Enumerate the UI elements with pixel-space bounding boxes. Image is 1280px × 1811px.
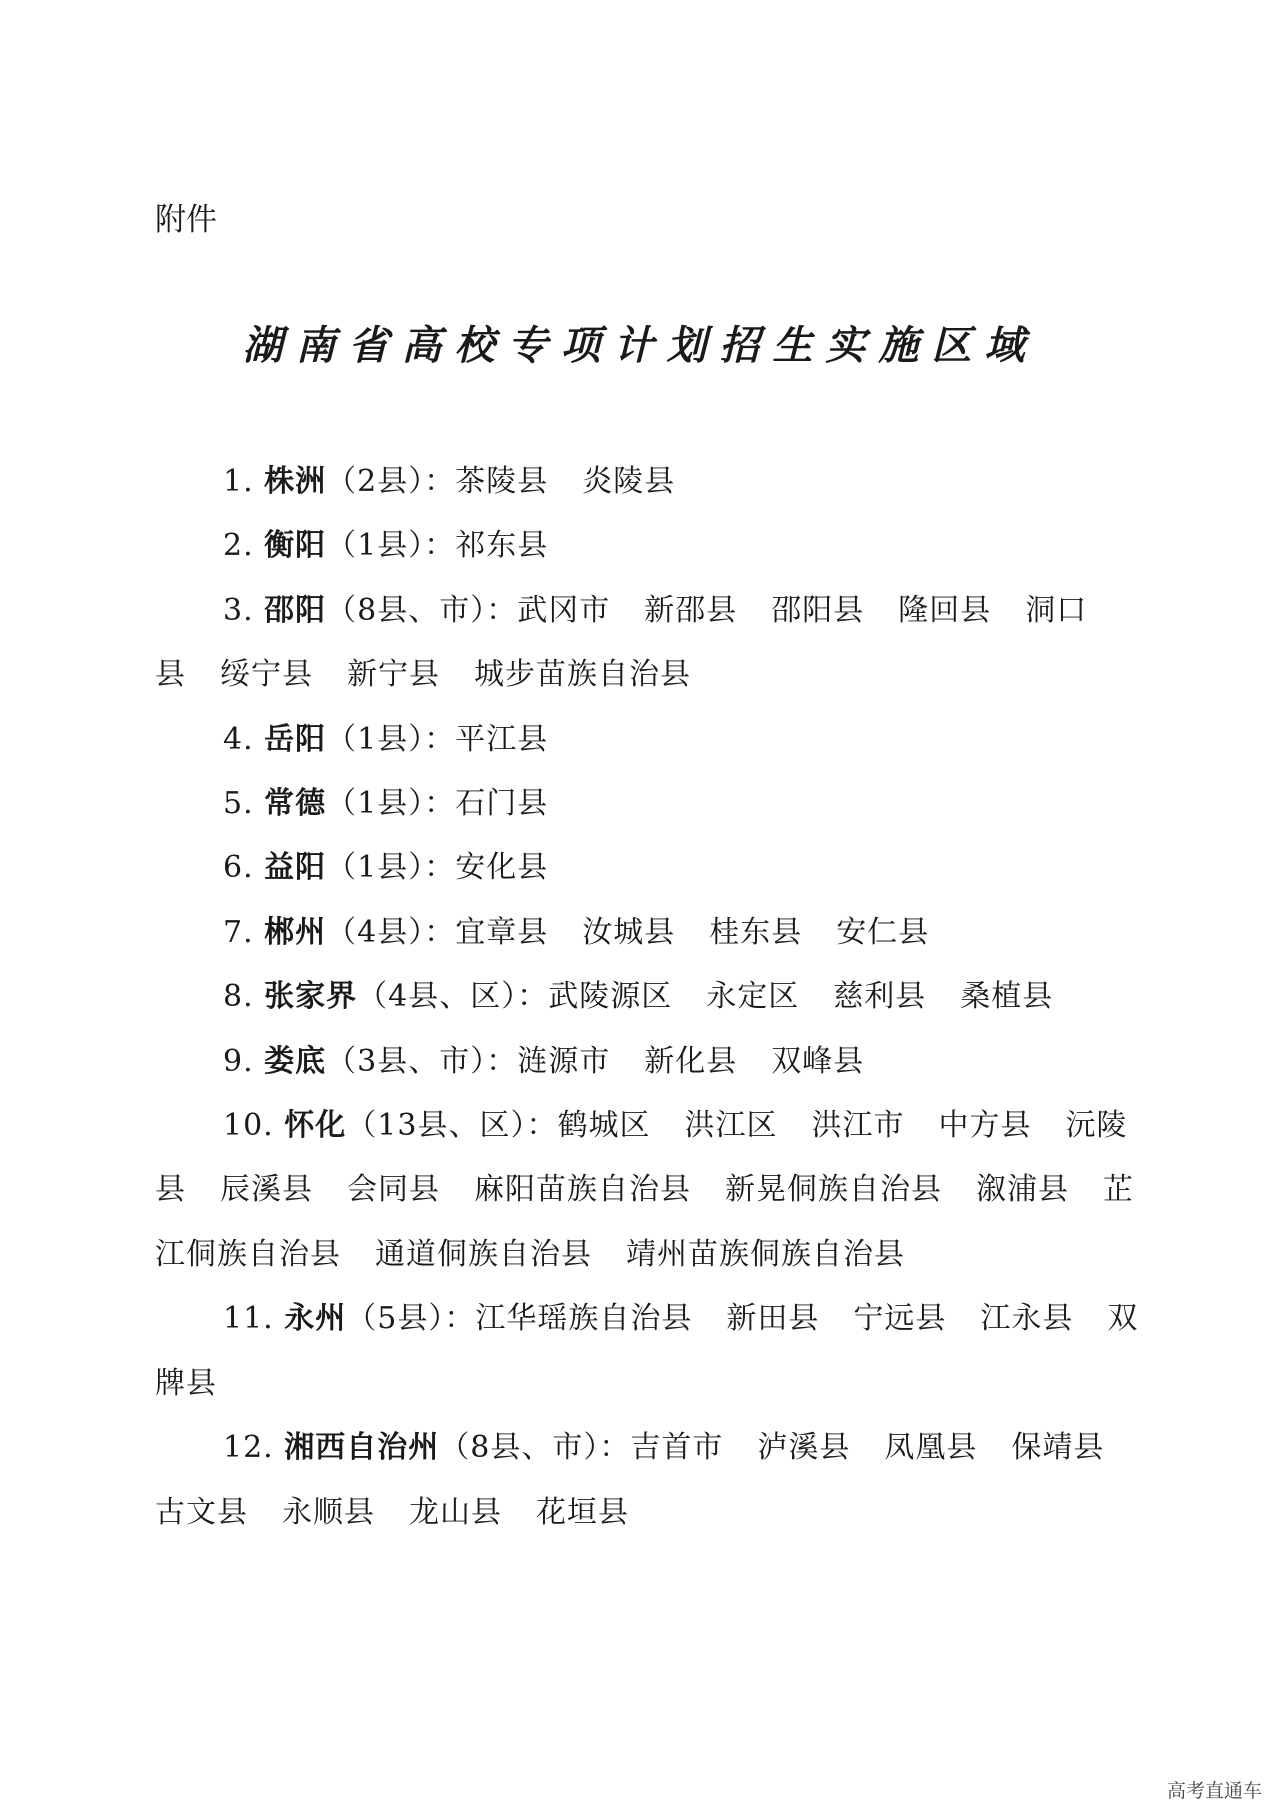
- region-count: （3县、市）：: [326, 1043, 518, 1079]
- county-name: 永顺县: [282, 1494, 375, 1530]
- county-name: 辰溪县: [220, 1172, 313, 1208]
- county-name: 安化县: [455, 850, 549, 886]
- region-count: （4县）：: [326, 914, 456, 950]
- region-city: 株洲: [264, 464, 327, 499]
- county-name: 中方县: [938, 1108, 1032, 1144]
- region-city: 娄底: [264, 1043, 327, 1079]
- county-name: 双峰县: [771, 1043, 865, 1079]
- region-city: 郴州: [264, 914, 327, 950]
- region-number: 11.: [223, 1301, 274, 1337]
- county-name: 新化县: [644, 1043, 738, 1079]
- region-city: 岳阳: [264, 721, 327, 757]
- county-name: 通道侗族自治县: [375, 1236, 592, 1272]
- county-name: 洪江市: [811, 1108, 905, 1144]
- region-item-xiangxi: [155, 1416, 1145, 1545]
- county-name: 武冈市: [517, 592, 611, 628]
- region-count: （1县）：: [326, 528, 456, 564]
- county-name: 洪江区: [684, 1108, 778, 1144]
- region-item-zhangjiajie: [155, 965, 1145, 1029]
- region-city: 怀化: [284, 1108, 347, 1144]
- region-item-loudi: [155, 1030, 1145, 1094]
- county-name: 溆浦县: [976, 1172, 1069, 1208]
- region-count: （13县、区）：: [346, 1108, 558, 1144]
- county-name: 靖州苗族侗族自治县: [626, 1236, 905, 1272]
- region-item-yiyang: [155, 836, 1145, 900]
- county-name: 新田县: [726, 1301, 820, 1337]
- county-name: 桑植县: [960, 979, 1054, 1015]
- county-name: 龙山县: [409, 1494, 502, 1530]
- region-number: 7.: [223, 914, 254, 950]
- county-name: 安仁县: [836, 914, 930, 950]
- region-item-yueyang: [155, 708, 1145, 772]
- county-name: 平江县: [455, 721, 549, 757]
- county-name: 江华瑶族自治县: [475, 1301, 693, 1337]
- county-name: 祁东县: [455, 528, 549, 564]
- county-name: 新晃侗族自治县: [725, 1172, 942, 1208]
- region-item-hengyang: [155, 514, 1145, 578]
- region-city: 湘西自治州: [284, 1430, 440, 1466]
- region-item-shaoyang: [155, 579, 1145, 708]
- county-name: 新邵县: [644, 592, 738, 628]
- county-name: 江永县: [980, 1301, 1074, 1337]
- county-name: 凤凰县: [884, 1430, 978, 1466]
- region-count: （5县）：: [346, 1301, 476, 1337]
- county-name: 桂东县: [709, 914, 803, 950]
- region-count: （2县）：: [326, 464, 456, 499]
- region-city: 邵阳: [264, 592, 327, 628]
- county-name: 保靖县: [1011, 1430, 1105, 1466]
- county-name: 汝城县: [582, 914, 676, 950]
- county-name: 麻阳苗族自治县: [474, 1172, 691, 1208]
- region-number: 8.: [223, 979, 254, 1015]
- region-city: 益阳: [264, 850, 327, 886]
- county-name: 涟源市: [517, 1043, 611, 1079]
- region-city: 永州: [284, 1301, 347, 1337]
- region-count: （4县、区）：: [357, 979, 549, 1015]
- region-count: （1县）：: [326, 850, 456, 886]
- county-name: 宁远县: [853, 1301, 947, 1337]
- county-name: 绥宁县: [220, 657, 313, 693]
- county-name: 吉首市: [630, 1430, 724, 1466]
- region-list: [155, 450, 1145, 1545]
- county-name: 邵阳县: [771, 592, 865, 628]
- region-item-huaihua: [155, 1094, 1145, 1287]
- county-name: 城步苗族自治县: [474, 657, 691, 693]
- region-item-changde: [155, 772, 1145, 836]
- county-name: 花垣县: [536, 1494, 629, 1530]
- county-name: 鹤城区: [557, 1108, 651, 1144]
- county-name: 宜章县: [455, 914, 549, 950]
- region-count: （8县、市）：: [326, 592, 518, 628]
- county-name: 炎陵县: [582, 464, 676, 499]
- county-name: 隆回县: [898, 592, 992, 628]
- region-city: 常德: [264, 786, 327, 822]
- county-name: 武陵源区: [548, 979, 673, 1015]
- region-item-yongzhou: [155, 1287, 1145, 1416]
- region-city: 衡阳: [264, 528, 327, 564]
- region-number: 10.: [223, 1108, 274, 1144]
- county-name: 会同县: [347, 1172, 440, 1208]
- region-count: （8县、市）：: [439, 1430, 631, 1466]
- region-item-zhuzhou: [155, 450, 1145, 514]
- document-title: 湖南省高校专项计划招生实施区域: [242, 322, 1038, 369]
- county-name: 古文县: [155, 1494, 248, 1530]
- region-count: （1县）：: [326, 786, 456, 822]
- county-name: 新宁县: [347, 657, 440, 693]
- county-name: 沅陵县: [155, 1108, 1128, 1208]
- county-name: 茶陵县: [455, 464, 549, 499]
- county-name: 永定区: [706, 979, 800, 1015]
- attachment-label: 附件: [155, 202, 217, 238]
- county-name: 芷江侗族自治县: [155, 1172, 1134, 1272]
- county-name: 石门县: [455, 786, 549, 822]
- region-number: 6.: [223, 850, 254, 886]
- county-name: 慈利县: [833, 979, 927, 1015]
- region-item-chenzhou: [155, 901, 1145, 965]
- region-count: （1县）：: [326, 721, 456, 757]
- region-number: 5.: [223, 786, 254, 822]
- region-number: 12.: [223, 1430, 274, 1466]
- watermark: 高考直通车: [1166, 1780, 1262, 1802]
- county-name: 双牌县: [155, 1301, 1139, 1401]
- region-city: 张家界: [264, 979, 358, 1015]
- county-name: 洞口县: [155, 592, 1088, 693]
- region-number: 2.: [223, 528, 254, 564]
- county-name: 泸溪县: [757, 1430, 851, 1466]
- region-number: 1.: [223, 464, 254, 499]
- region-number: 3.: [223, 592, 254, 628]
- region-number: 9.: [223, 1043, 254, 1079]
- region-number: 4.: [223, 721, 254, 757]
